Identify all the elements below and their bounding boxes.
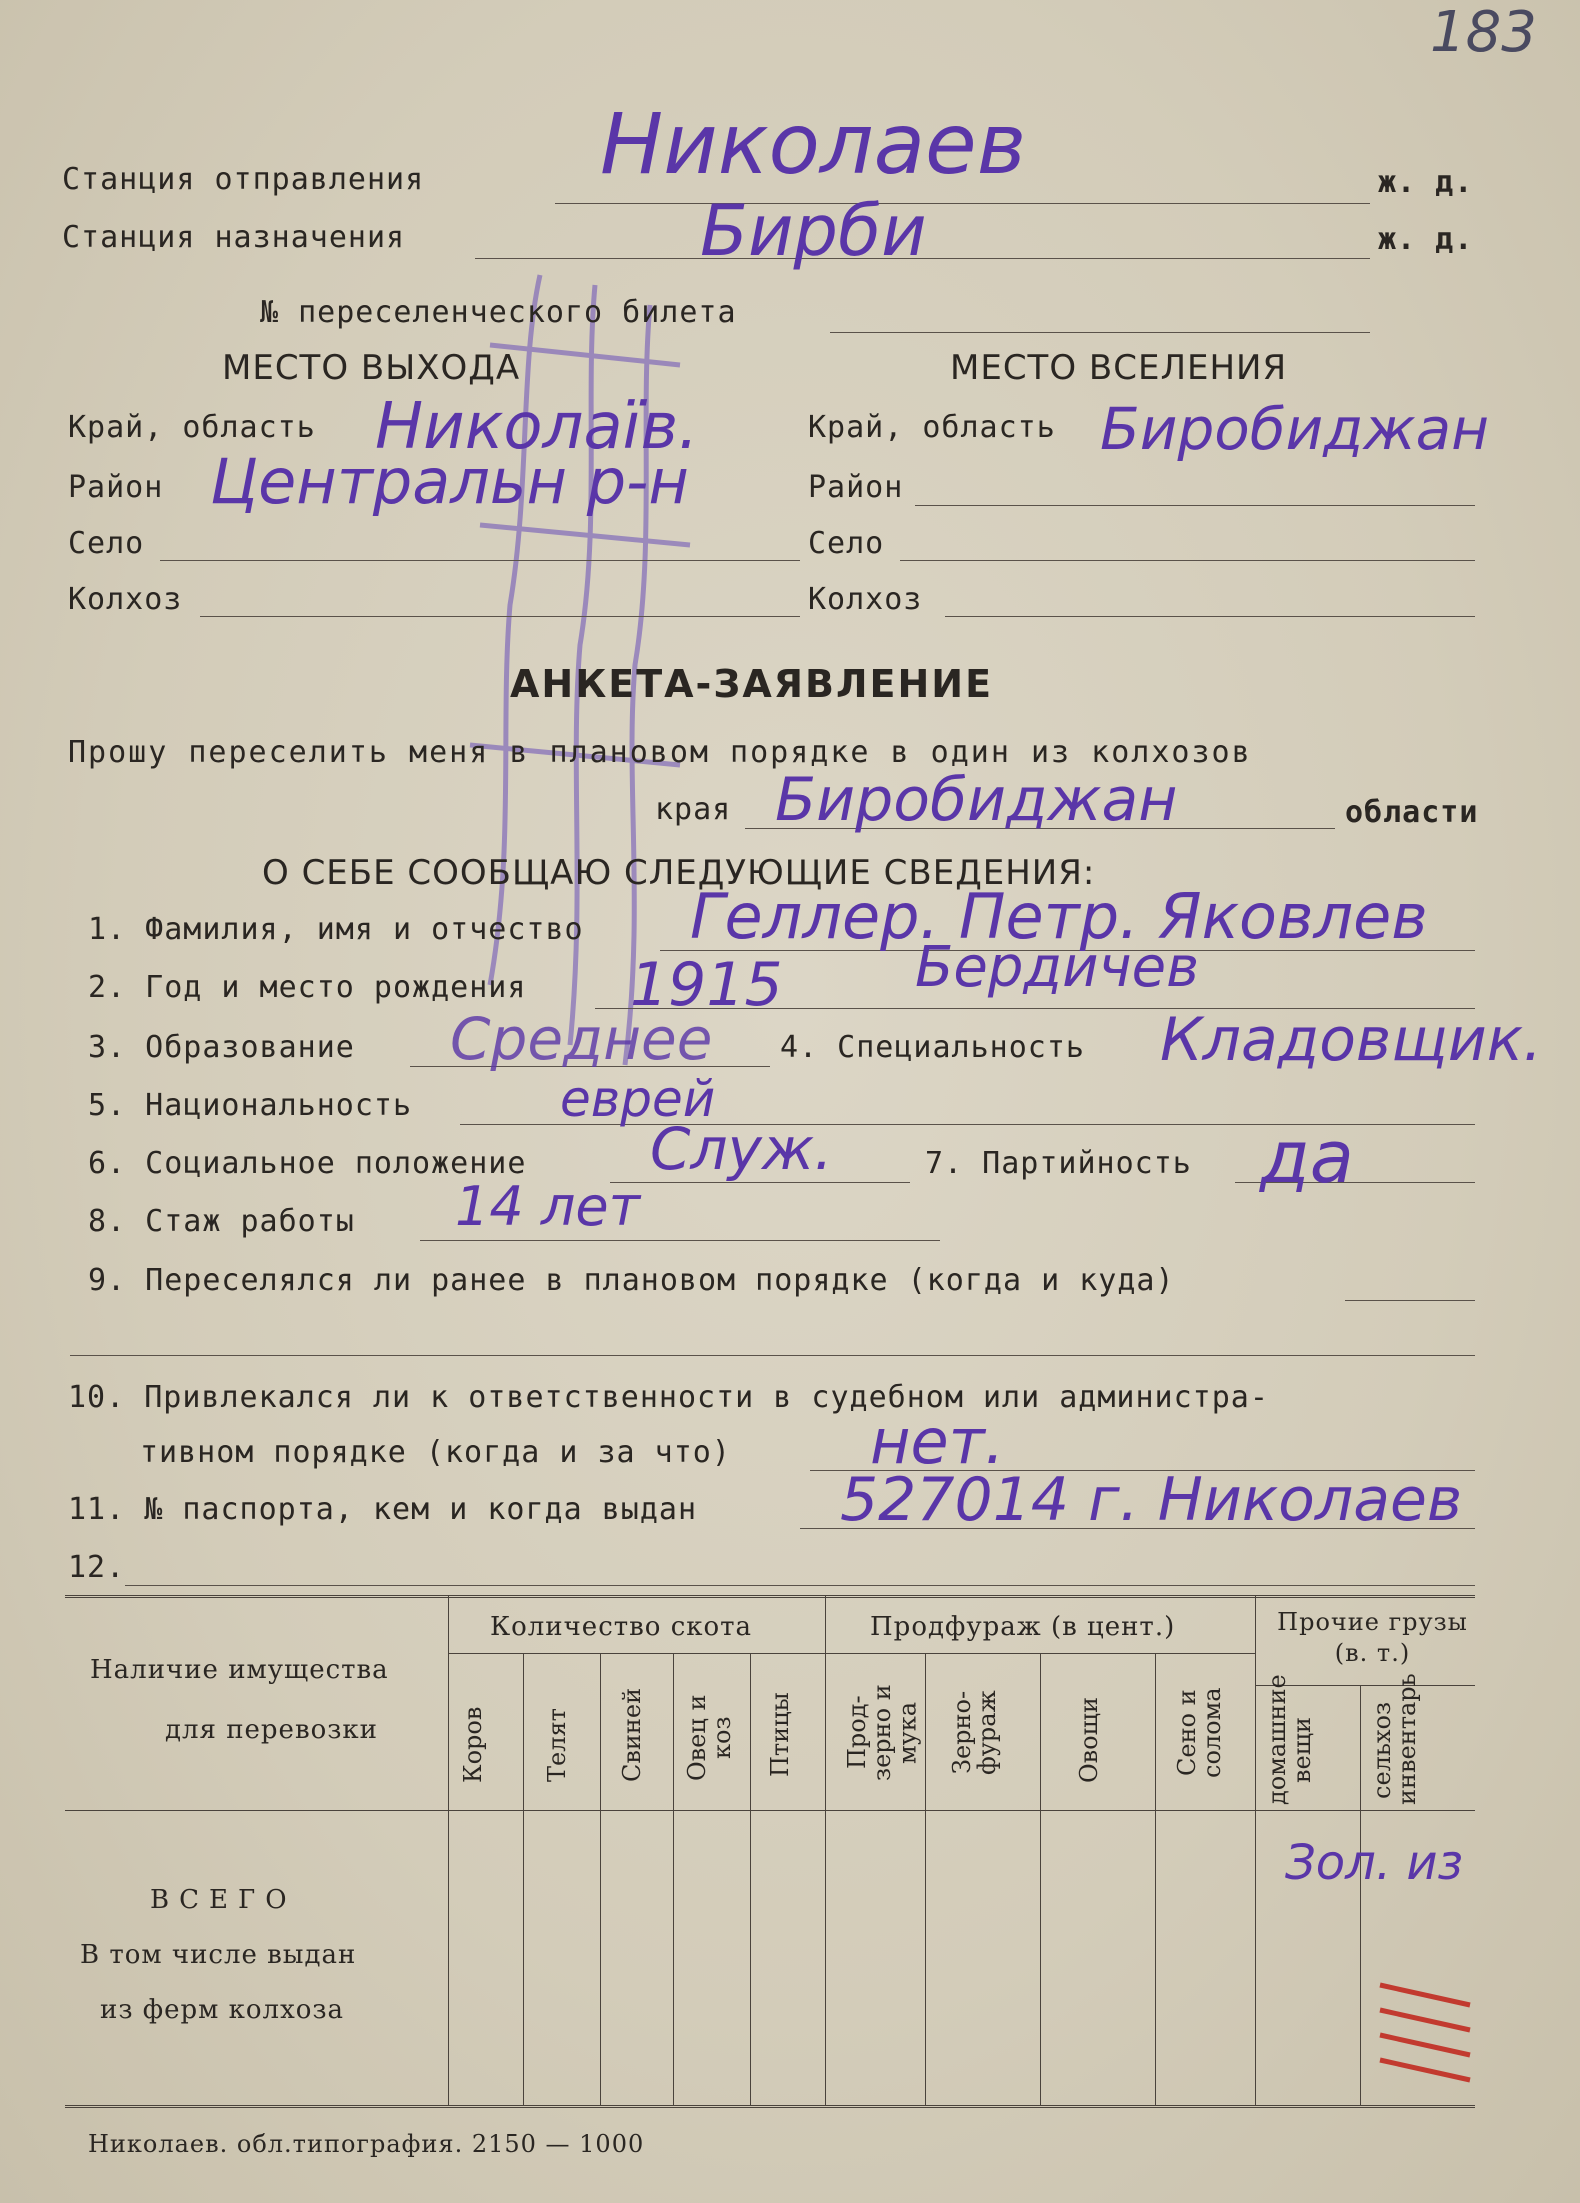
col-forage: Зерно-фураж (948, 1690, 1002, 1775)
to-kolkhoz-label: Колхоз (808, 582, 923, 617)
form-title: АНКЕТА-ЗАЯВЛЕНИЕ (510, 662, 994, 706)
row-header-line2: для перевозки (165, 1715, 378, 1745)
departure-value: Николаев (600, 95, 1027, 193)
field-12-label: 12. (68, 1550, 126, 1585)
red-pencil-marks (1375, 1965, 1475, 2105)
col-div-3 (673, 1653, 674, 2105)
group-underline-cattle (448, 1653, 825, 1654)
from-kolkhoz-label: Колхоз (68, 582, 183, 617)
railway-suffix-1: ж. д. (1378, 165, 1474, 200)
destination-value: Бирби (700, 190, 927, 272)
col-pigs: Свиней (618, 1687, 646, 1783)
ticket-line (830, 332, 1370, 333)
field-1-value: Геллер. Петр. Яковлев (690, 880, 1428, 953)
col-div-4 (750, 1653, 751, 2105)
col-div-8 (1360, 1685, 1361, 2105)
field-2-year: 1915 (630, 950, 783, 1020)
field-9-line-b (70, 1355, 1475, 1356)
col-sheep: Овец и коз (683, 1694, 737, 1781)
request-oblast-label: области (1345, 795, 1479, 830)
field-9-label: 9. Переселялся ли ранее в плановом порядке (когда и куда) (88, 1263, 1175, 1298)
field-7-value: да (1260, 1115, 1354, 1199)
group-fodder: Продфураж (в цент.) (870, 1612, 1176, 1642)
ticket-label: № переселенческого билета (260, 295, 737, 330)
field-6-value: Служ. (650, 1115, 833, 1183)
field-3-value: Среднее (450, 1005, 713, 1073)
field-8-label: 8. Стаж работы (88, 1204, 355, 1239)
about-heading: О СЕБЕ СООБЩАЮ СЛЕДУЮЩИЕ СВЕДЕНИЯ: (262, 853, 1096, 893)
departure-line (555, 203, 1370, 204)
field-1-label: 1. Фамилия, имя и отчество (88, 912, 584, 947)
row-header-line1: Наличие имущества (90, 1655, 389, 1685)
incl-label-1: В том числе выдан (80, 1940, 357, 1970)
from-district-value: Центральн р-н (210, 445, 689, 518)
col-farm-tools: сельхоз инвентарь (1368, 1673, 1422, 1805)
request-kray-value: Биробиджан (775, 765, 1178, 835)
col-household: домашние вещи (1263, 1674, 1317, 1805)
to-district-label: Район (808, 470, 904, 505)
group-other: Прочие грузы (в. т.) (1277, 1608, 1468, 1668)
from-region-value: Николаїв. (375, 390, 699, 464)
field-12-line (125, 1585, 1475, 1586)
from-village-label: Село (68, 526, 145, 561)
request-kray-label: края (655, 792, 732, 827)
from-village-line (160, 560, 800, 561)
to-village-label: Село (808, 526, 885, 561)
railway-suffix-2: ж. д. (1378, 222, 1474, 257)
col-calves: Телят (543, 1708, 571, 1782)
field-10-value: нет. (870, 1405, 1005, 1478)
departure-label: Станция отправления (62, 162, 425, 197)
from-district-label: Район (68, 470, 164, 505)
field-4-value: Кладовщик. (1160, 1005, 1543, 1075)
field-11-label: 11. № паспорта, кем и когда выдан (68, 1492, 698, 1527)
total-label: ВСЕГО (150, 1885, 297, 1915)
field-11-value: 527014 г. Николаев (840, 1465, 1463, 1535)
from-heading: МЕСТО ВЫХОДА (222, 348, 521, 388)
col-div-1 (523, 1653, 524, 2105)
field-8-value: 14 лет (455, 1175, 641, 1238)
incl-label-2: из ферм колхоза (100, 1995, 345, 2025)
field-7-label: 7. Партийность (925, 1146, 1192, 1181)
to-village-line (900, 560, 1475, 561)
from-region-label: Край, область (68, 410, 316, 445)
table-top-border (65, 1595, 1475, 1598)
field-4-label: 4. Специальность (780, 1030, 1085, 1065)
table-divider-fodder (825, 1595, 826, 2105)
col-div-6 (1040, 1653, 1041, 2105)
printer-imprint: Николаев. обл.типография. 2150 — 1000 (88, 2130, 645, 2158)
to-heading: МЕСТО ВСЕЛЕНИЯ (950, 348, 1288, 388)
col-vegetables: Овощи (1075, 1697, 1103, 1783)
col-hay: Сено и солома (1173, 1687, 1227, 1778)
field-5-value: еврей (560, 1070, 716, 1128)
col-div-2 (600, 1653, 601, 2105)
field-2-place: Бердичев (915, 935, 1200, 1000)
col-cows: Коров (459, 1706, 487, 1784)
from-kolkhoz-line (200, 616, 800, 617)
to-kolkhoz-line (945, 616, 1475, 617)
col-div-7 (1155, 1653, 1156, 2105)
field-6-label: 6. Социальное положение (88, 1146, 527, 1181)
group-cattle: Количество скота (490, 1612, 753, 1642)
field-5-label: 5. Национальность (88, 1088, 413, 1123)
field-10-label-1: 10. Привлекался ли к ответственности в судебном или администра- (68, 1380, 1269, 1415)
field-9-line-a (1345, 1300, 1475, 1301)
table-bottom-border (65, 2105, 1475, 2108)
field-2-label: 2. Год и место рождения (88, 970, 527, 1005)
table-header-bottom (65, 1810, 1475, 1811)
page-number: 183 (1430, 0, 1537, 65)
col-poultry: Птицы (766, 1692, 794, 1778)
destination-label: Станция назначения (62, 220, 406, 255)
to-region-label: Край, область (808, 410, 1056, 445)
field-8-line (420, 1240, 940, 1241)
field-10-label-2: тивном порядке (когда и за что) (140, 1435, 731, 1470)
field-3-label: 3. Образование (88, 1030, 355, 1065)
other-value: Зол. из (1285, 1835, 1464, 1891)
col-div-5 (925, 1653, 926, 2105)
request-line-1: Прошу переселить меня в плановом порядке в один из колхозов (68, 735, 1252, 770)
table-divider-other (1255, 1595, 1256, 2105)
to-district-line (915, 505, 1475, 506)
property-table (65, 1595, 1475, 2115)
table-divider-main (448, 1595, 449, 2105)
to-region-value: Биробиджан (1100, 395, 1490, 463)
col-grain: Прод-зерно и мука (843, 1684, 922, 1781)
